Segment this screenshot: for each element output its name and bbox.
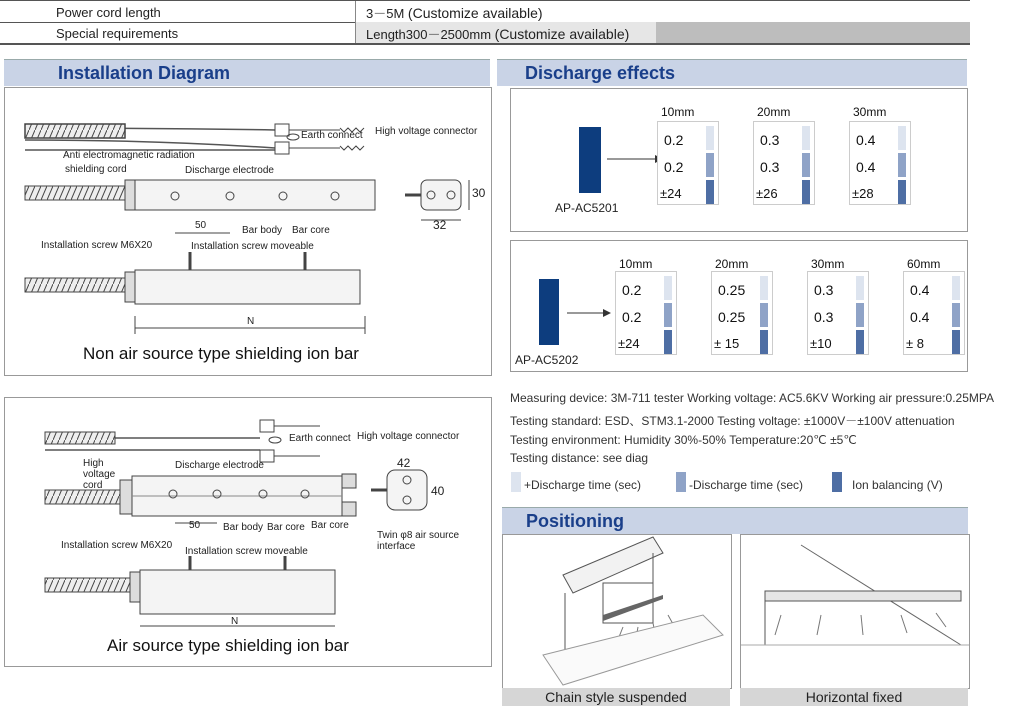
spec-value: 3－5M (Customize available) [366, 5, 543, 21]
gauge-value: 0.4 [856, 159, 876, 175]
gauge-value: 0.3 [814, 309, 834, 325]
position-horizontal-label: Horizontal fixed [740, 688, 968, 706]
measure-line-2: Testing standard: ESD、STM3.1-2000 Testing voltage: ±1000V－±100V attenuation [510, 414, 955, 428]
gauge-value: ±28 [852, 186, 874, 201]
spec-key: Power cord length [56, 5, 161, 20]
legend-minus: -Discharge time (sec) [689, 478, 804, 492]
gauge-value: 0.3 [760, 132, 780, 148]
label-core2-air: Bar core [311, 520, 349, 531]
installation-header [4, 59, 490, 86]
ac5201-model: AP-AC5201 [555, 201, 619, 215]
gauge-value: 0.4 [910, 309, 930, 325]
legend-swatch-plus [511, 472, 521, 492]
discharge-gauge [615, 271, 677, 355]
ac5202-model: AP-AC5202 [515, 353, 579, 367]
caption-non-air: Non air source type shielding ion bar [83, 344, 359, 363]
arrow-icon [567, 307, 615, 319]
discharge-title: Discharge effects [525, 63, 676, 83]
gauge-value: ± 8 [906, 336, 924, 351]
gauge-value: 0.4 [910, 282, 930, 298]
gauge-value: 0.2 [622, 309, 642, 325]
label-earth: Earth connect [301, 130, 363, 141]
ac5202-bar [539, 279, 559, 345]
discharge-gauge [657, 121, 719, 205]
label-core1-air: Bar core [267, 522, 305, 533]
label-electrode-air: Discharge electrode [175, 460, 264, 471]
label-d40: 40 [431, 484, 445, 498]
label-d50-air: 50 [189, 520, 201, 531]
discharge-gauge [753, 121, 815, 205]
discharge-gauge [903, 271, 965, 355]
positioning-header [502, 507, 968, 534]
gauge-value: ±10 [810, 336, 832, 351]
install-panel-non-air [4, 87, 492, 376]
label-n: N [247, 316, 255, 327]
label-hvcord: High voltage cord [83, 458, 116, 491]
measure-line-1: Measuring device: 3M-711 tester Working voltage: AC5.6KV Working air pressure:0.25MPA [510, 391, 995, 405]
horizontal-fixed-drawing [741, 535, 969, 688]
distance-label: 20mm [757, 105, 791, 119]
label-hv: High voltage connector [375, 126, 478, 137]
distance-label: 20mm [715, 257, 749, 271]
gauge-value: 0.2 [664, 132, 684, 148]
label-shield: shielding cord [65, 164, 127, 175]
discharge-gauge [807, 271, 869, 355]
measure-line-3: Testing environment: Humidity 30%-50% Temperature:20℃ ±5℃ [510, 433, 857, 447]
label-move: Installation screw moveable [191, 241, 314, 252]
distance-label: 30mm [853, 105, 887, 119]
panel-ac5202 [510, 240, 968, 372]
spec-value: Length300－2500mm (Customize available) [366, 26, 630, 42]
label-move-air: Installation screw moveable [185, 546, 308, 557]
install-panel-air [4, 397, 492, 667]
distance-label: 30mm [811, 257, 845, 271]
legend-swatch-minus [676, 472, 686, 492]
distance-label: 10mm [619, 257, 653, 271]
ac5201-bar [579, 127, 601, 193]
gauge-value: 0.3 [760, 159, 780, 175]
gauge-value: ±24 [660, 186, 682, 201]
positioning-title: Positioning [526, 511, 624, 531]
gauge-value: ± 15 [714, 336, 740, 351]
spec-key: Special requirements [56, 26, 179, 41]
installation-title: Installation Diagram [58, 63, 231, 83]
label-screw: Installation screw M6X20 [41, 240, 153, 251]
label-body: Bar body [242, 225, 283, 236]
position-chain-label: Chain style suspended [502, 688, 730, 706]
gauge-value: 0.25 [718, 309, 746, 325]
gauge-value: 0.2 [622, 282, 642, 298]
measure-line-4: Testing distance: see diag [510, 451, 649, 465]
panel-ac5201 [510, 88, 968, 232]
label-d30: 30 [472, 186, 486, 200]
label-twin: Twin φ8 air source interface [377, 530, 460, 552]
discharge-gauge [849, 121, 911, 205]
gauge-value: ±26 [756, 186, 778, 201]
label-screw-air: Installation screw M6X20 [61, 540, 173, 551]
label-electrode: Discharge electrode [185, 165, 274, 176]
gauge-value: ±24 [618, 336, 640, 351]
position-horizontal [740, 534, 970, 689]
spec-row-special [0, 22, 970, 45]
legend-swatch-ion [832, 472, 842, 492]
label-anti: Anti electromagnetic radiation [63, 150, 195, 161]
label-hv-air: High voltage connector [357, 431, 460, 442]
legend-ion: Ion balancing (V) [852, 478, 943, 492]
distance-label: 60mm [907, 257, 941, 271]
gauge-value: 0.2 [664, 159, 684, 175]
spec-row-power-cord [0, 0, 970, 23]
label-earth-air: Earth connect [289, 433, 351, 444]
legend-plus: +Discharge time (sec) [524, 478, 642, 492]
discharge-gauge [711, 271, 773, 355]
label-d42: 42 [397, 456, 411, 470]
position-chain [502, 534, 732, 689]
caption-air: Air source type shielding ion bar [107, 636, 349, 655]
label-d50: 50 [195, 220, 207, 231]
label-body-air: Bar body [223, 522, 264, 533]
discharge-header [497, 59, 967, 86]
label-core: Bar core [292, 225, 330, 236]
gauge-value: 0.3 [814, 282, 834, 298]
gauge-value: 0.4 [856, 132, 876, 148]
label-n-air: N [231, 616, 239, 627]
distance-label: 10mm [661, 105, 695, 119]
label-d32: 32 [433, 218, 447, 232]
gauge-value: 0.25 [718, 282, 746, 298]
chain-suspended-drawing [503, 535, 731, 688]
